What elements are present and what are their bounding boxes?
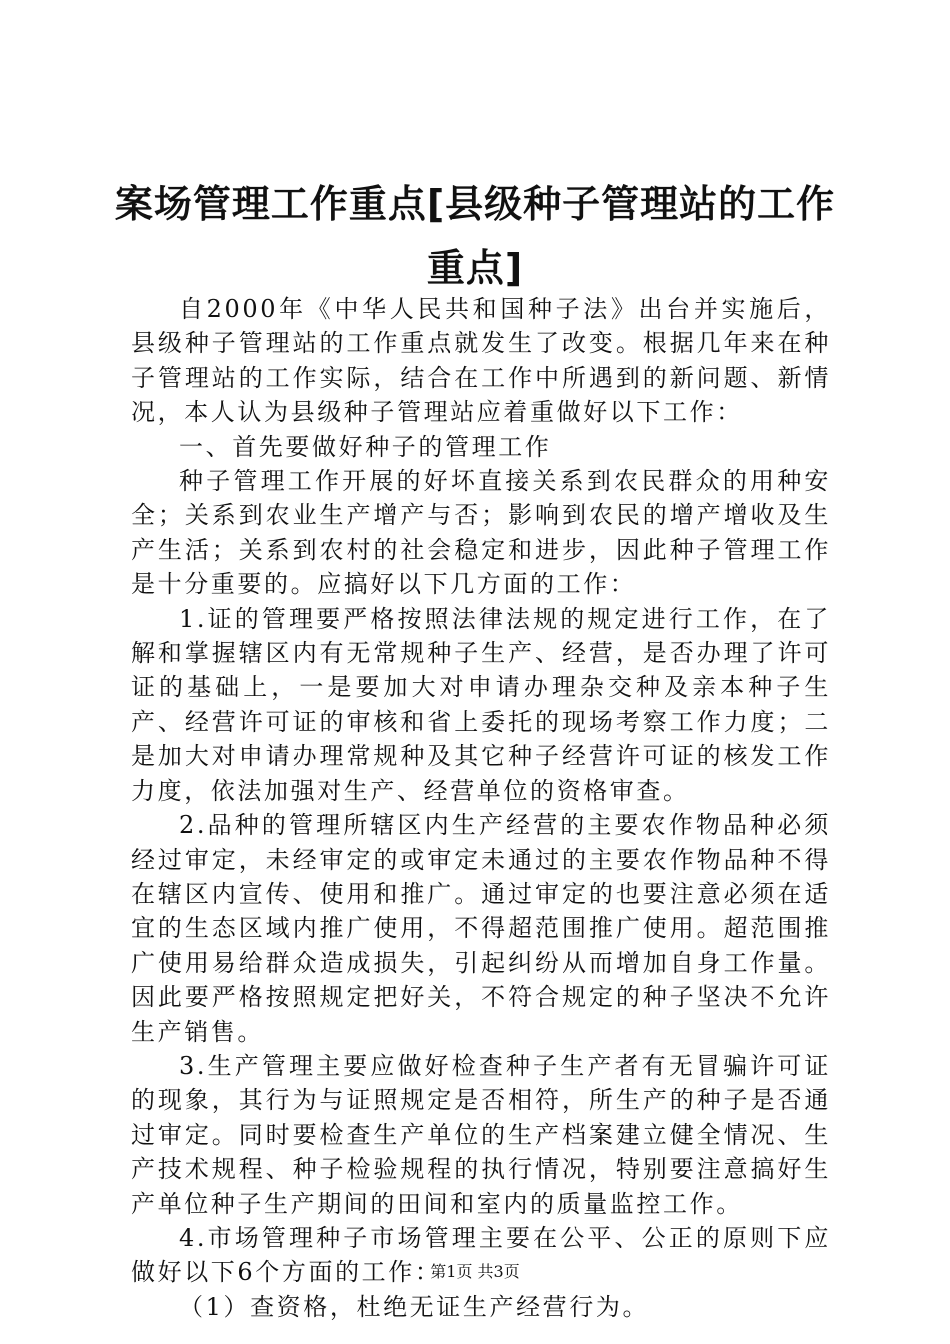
paragraph-item-2: 2.品种的管理所辖区内生产经营的主要农作物品种必须经过审定，未经审定的或审定未通过的主要农作物品种不得在辖区内宣传、使用和推广。通过审定的也要注意必须在适宜的生态区域内推广使用，不得超范围推广使用。超范围推广使用易给群众造成损失，引起纠纷从而增加自身工作量。因此要严格按照规定把好关，不符合规定的种子坚决不允许生产销售。 [131,811,831,1046]
paragraph-item-3: 3.生产管理主要应做好检查种子生产者有无冒骗许可证的现象，其行为与证照规定是否相符，所生产的种子是否通过审定。同时要检查生产单位的生产档案建立健全情况、生产技术规程、种子检验规程的执行情况，特别要注意搞好生产单位种子生产期间的田间和室内的质量监控工作。 [131,1051,831,1218]
paragraph-subitem-1: （1）查资格，杜绝无证生产经营行为。 [179,1292,650,1321]
document-body [131,292,831,1324]
paragraph-item-1: 1.证的管理要严格按照法律法规的规定进行工作，在了解和掌握辖区内有无常规种子生产、经营，是否办理了许可证的基础上，一是要加大对申请办理杂交种及亲本种子生产、经营许可证的审核和省上委托的现场考察工作力度；二是加大对申请办理常规种及其它种子经营许可证的核发工作力度，依法加强对生产、经营单位的资格审查。 [131,604,831,805]
paragraph-intro: 自2000年《中华人民共和国种子法》出台并实施后，县级种子管理站的工作重点就发生了改变。根据几年来在种子管理站的工作实际，结合在工作中所遇到的新问题、新情况，本人认为县级种子管理站应着重做好以下工作： [131,295,831,427]
document-title: 案场管理工作重点[县级种子管理站的工作重点] [114,182,836,290]
section-heading: 一、首先要做好种子的管理工作 [179,432,552,461]
paragraph-item-4: 4.市场管理种子市场管理主要在公平、公正的原则下应做好以下6个方面的工作： [131,1223,831,1287]
page-footer: 第1页 共3页 [430,1262,520,1281]
paragraph: 种子管理工作开展的好坏直接关系到农民群众的用种安全；关系到农业生产增产与否；影响到农民的增产增收及生产生活；关系到农村的社会稳定和进步，因此种子管理工作是十分重要的。应搞好以下几方面的工作： [131,467,831,599]
